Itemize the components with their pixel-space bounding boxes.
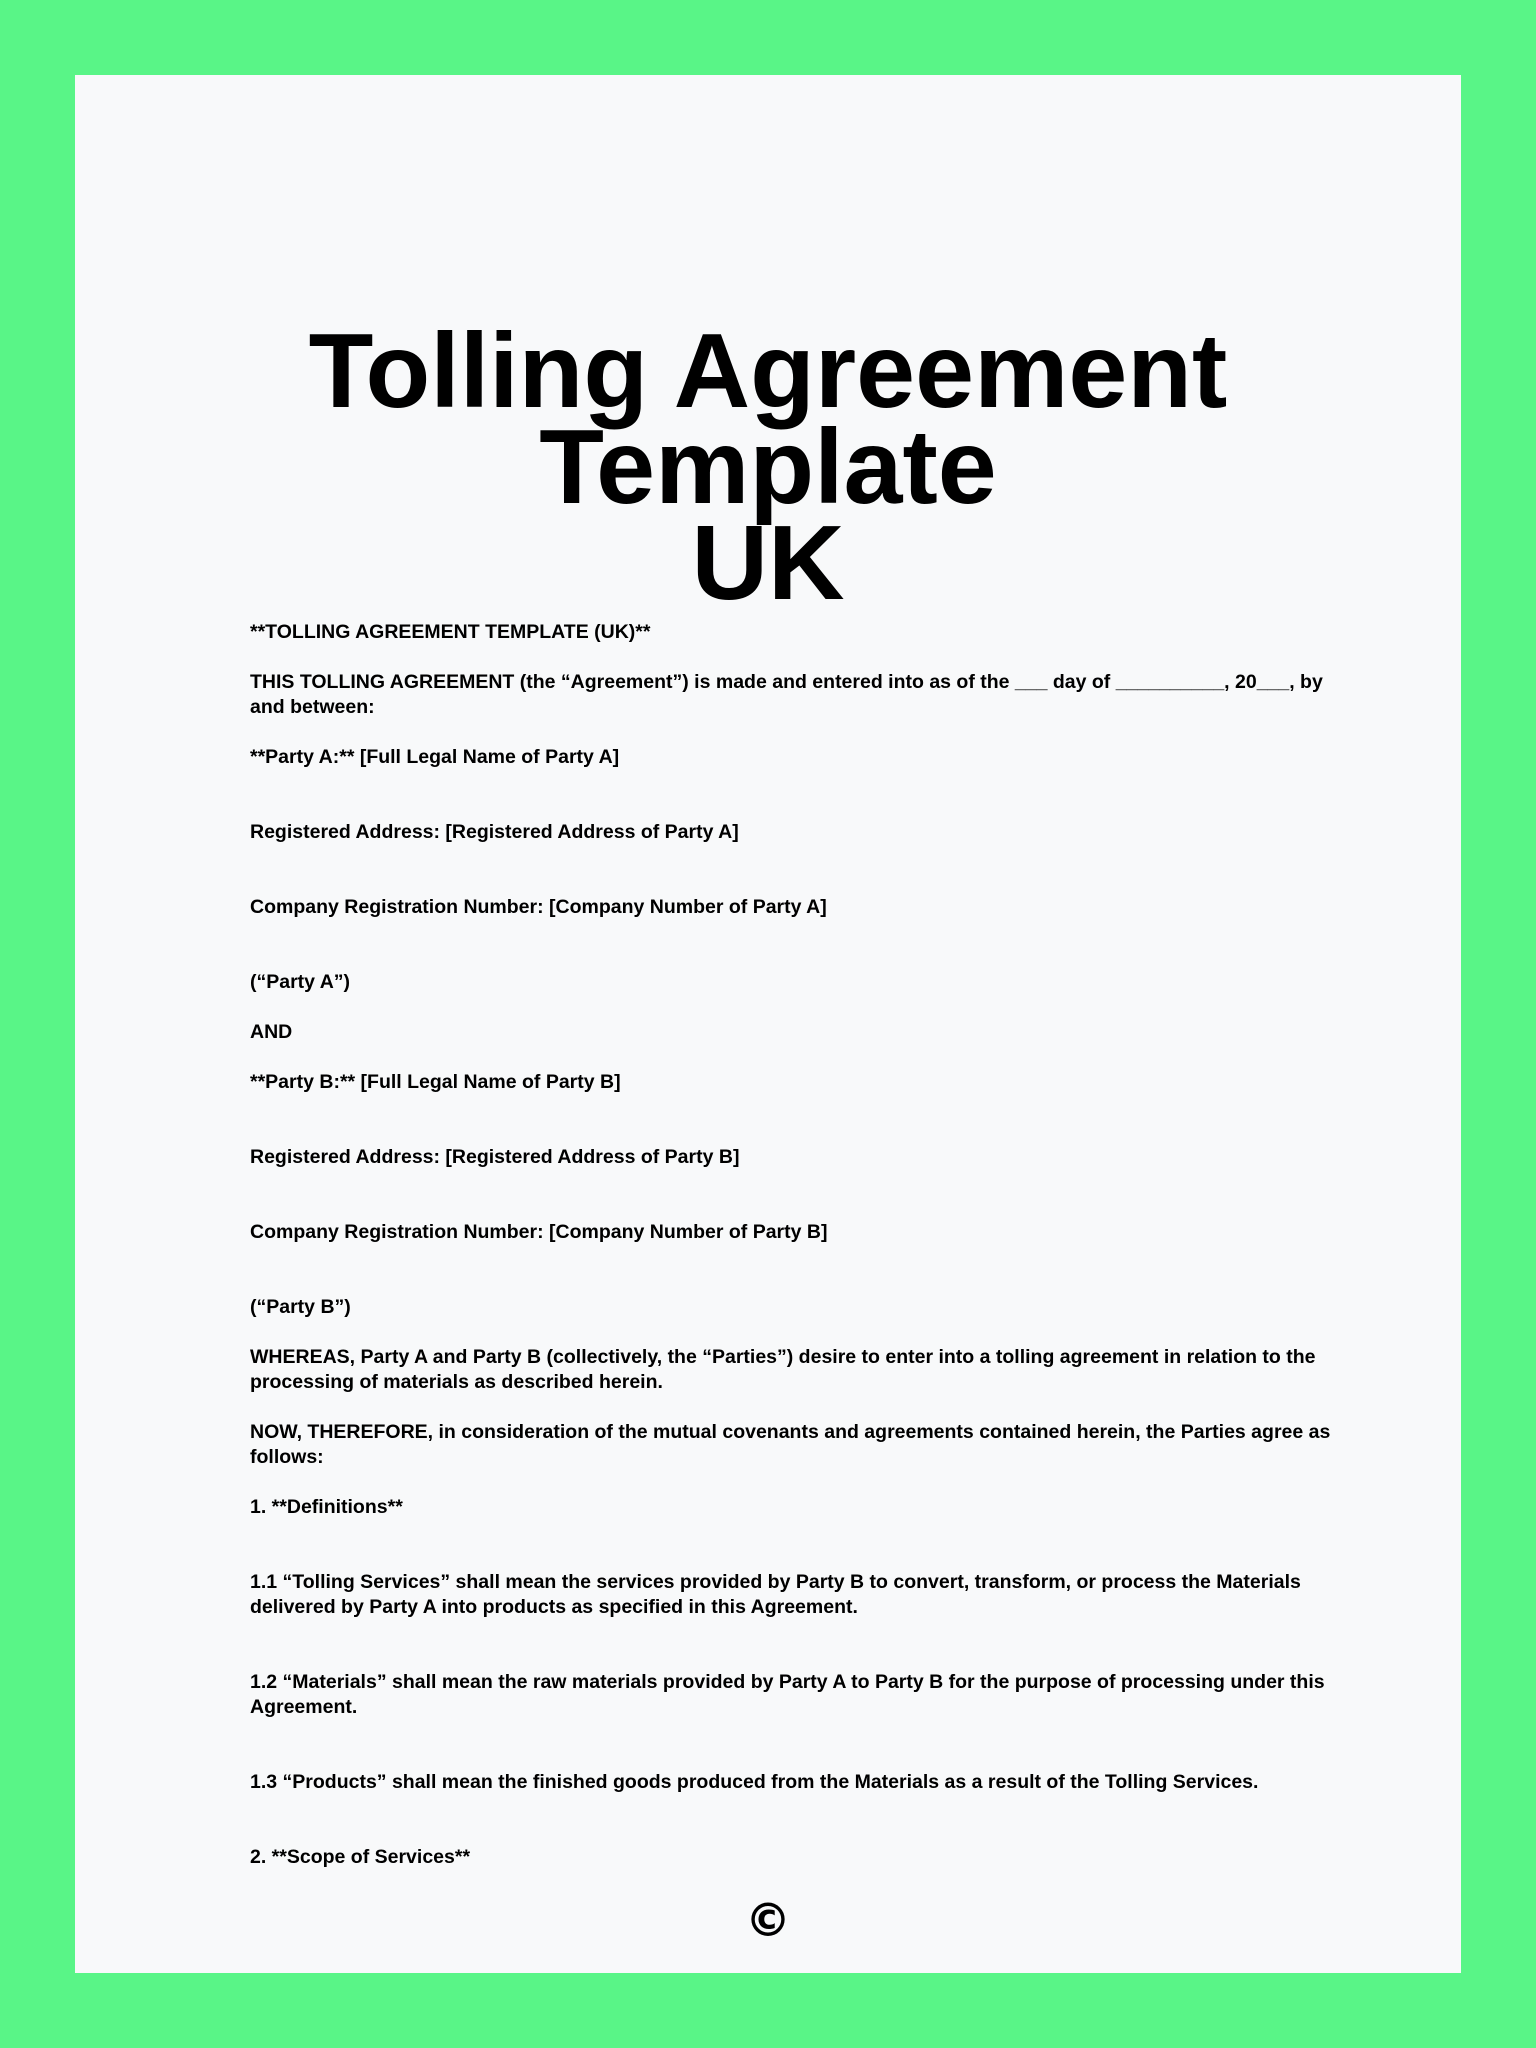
title-line-1: Tolling Agreement Template (308, 312, 1228, 526)
now-therefore-clause: NOW, THEREFORE, in consideration of the mutual covenants and agreements contained herein, the Parties agree as follows: (250, 1421, 1331, 1468)
definition-1-3: 1.3 “Products” shall mean the finished goods produced from the Materials as a result of the Tolling Services. (250, 1771, 1259, 1793)
document-page (75, 75, 1461, 1973)
copyright-icon: © (745, 1893, 791, 1947)
definition-1-1: 1.1 “Tolling Services” shall mean the services provided by Party B to convert, transform, or process the Materials delivered by Party A into products as specified in this Agreement. (250, 1571, 1301, 1618)
party-b-name: **Party B:** [Full Legal Name of Party B] (250, 1071, 621, 1093)
party-a-name: **Party A:** [Full Legal Name of Party A] (250, 746, 620, 768)
document-title (75, 312, 1461, 622)
definition-1-2: 1.2 “Materials” shall mean the raw materials provided by Party A to Party B for the purpose of processing under this Agreement. (250, 1671, 1325, 1718)
party-a-address: Registered Address: [Registered Address of Party A] (250, 821, 739, 843)
heading-template: **TOLLING AGREEMENT TEMPLATE (UK)** (250, 621, 651, 643)
whereas-clause: WHEREAS, Party A and Party B (collectively, the “Parties”) desire to enter into a tolling agreement in relation to the processing of materials as described herein. (250, 1346, 1316, 1393)
party-b-address: Registered Address: [Registered Address of Party B] (250, 1146, 740, 1168)
agreement-intro: THIS TOLLING AGREEMENT (the “Agreement”) is made and entered into as of the ___ day of __________, 20___, by and between: (250, 671, 1323, 718)
party-a-company-number: Company Registration Number: [Company Number of Party A] (250, 896, 827, 918)
party-b-company-number: Company Registration Number: [Company Number of Party B] (250, 1221, 828, 1243)
party-b-label: (“Party B”) (250, 1296, 351, 1318)
title-line-2: UK (691, 504, 845, 622)
and-separator: AND (250, 1021, 293, 1043)
section-2-heading: 2. **Scope of Services** (250, 1846, 471, 1868)
section-1-heading: 1. **Definitions** (250, 1496, 403, 1518)
party-a-label: (“Party A”) (250, 971, 351, 993)
